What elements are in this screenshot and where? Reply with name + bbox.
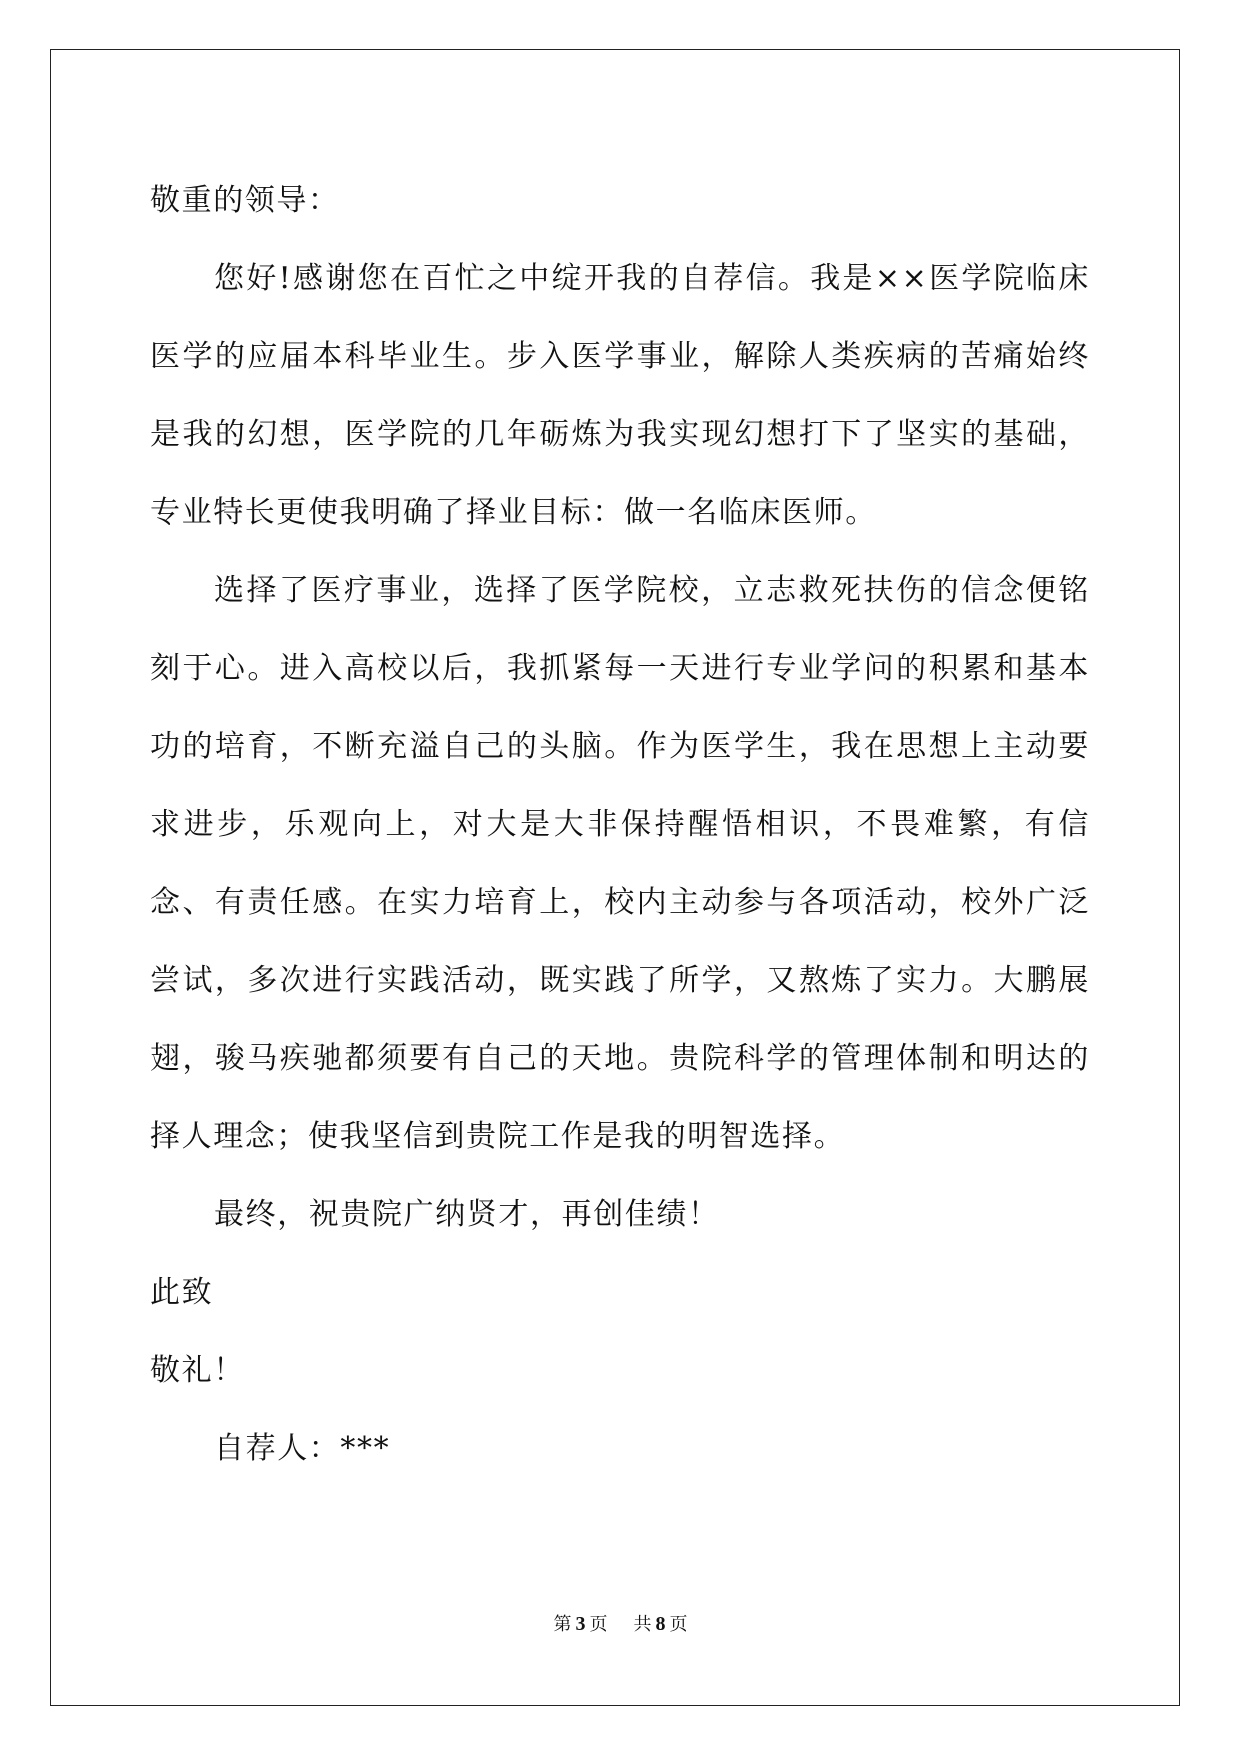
page-number: 3 <box>575 1613 586 1635</box>
total-pages: 8 <box>655 1613 666 1635</box>
total-suffix: 页 <box>669 1614 688 1635</box>
salutation: 敬重的领导： <box>150 183 340 218</box>
paragraph-wishes: 最终，祝贵院广纳贤才，再创佳绩！ <box>214 1197 720 1232</box>
page-footer <box>0 1610 1241 1636</box>
page-suffix: 页 <box>589 1614 608 1635</box>
page-prefix: 第 <box>553 1614 572 1635</box>
closing-regards: 此致 <box>150 1275 214 1310</box>
letter-body <box>150 162 1090 1488</box>
paragraph-experience: 选择了医疗事业，选择了医学院校，立志救死扶伤的信念便铭刻于心。进入高校以后，我抓紧每一天进行专业学问的积累和基本功的培育，不断充溢自己的头脑。作为医学生，我在思想上主动要求进步，乐观向上，对大是大非保持醒悟相识，不畏难繁，有信念、有责任感。在实力培育上，校内主动参与各项活动，校外广泛尝试，多次进行实践活动，既实践了所学，又熬炼了实力。大鹏展翅，骏马疾驰都须要有自己的天地。贵院科学的管理体制和明达的择人理念；使我坚信到贵院工作是我的明智选择。 <box>150 573 1090 1154</box>
closing-salute: 敬礼！ <box>150 1353 245 1388</box>
paragraph-intro: 您好!感谢您在百忙之中绽开我的自荐信。我是××医学院临床医学的应届本科毕业生。步入医学事业，解除人类疾病的苦痛始终是我的幻想，医学院的几年砺炼为我实现幻想打下了坚实的基础，专业特长更使我明确了择业目标：做一名临床医师。 <box>150 261 1090 530</box>
total-prefix: 共 <box>633 1614 652 1635</box>
signature: 自荐人：*** <box>214 1431 391 1466</box>
